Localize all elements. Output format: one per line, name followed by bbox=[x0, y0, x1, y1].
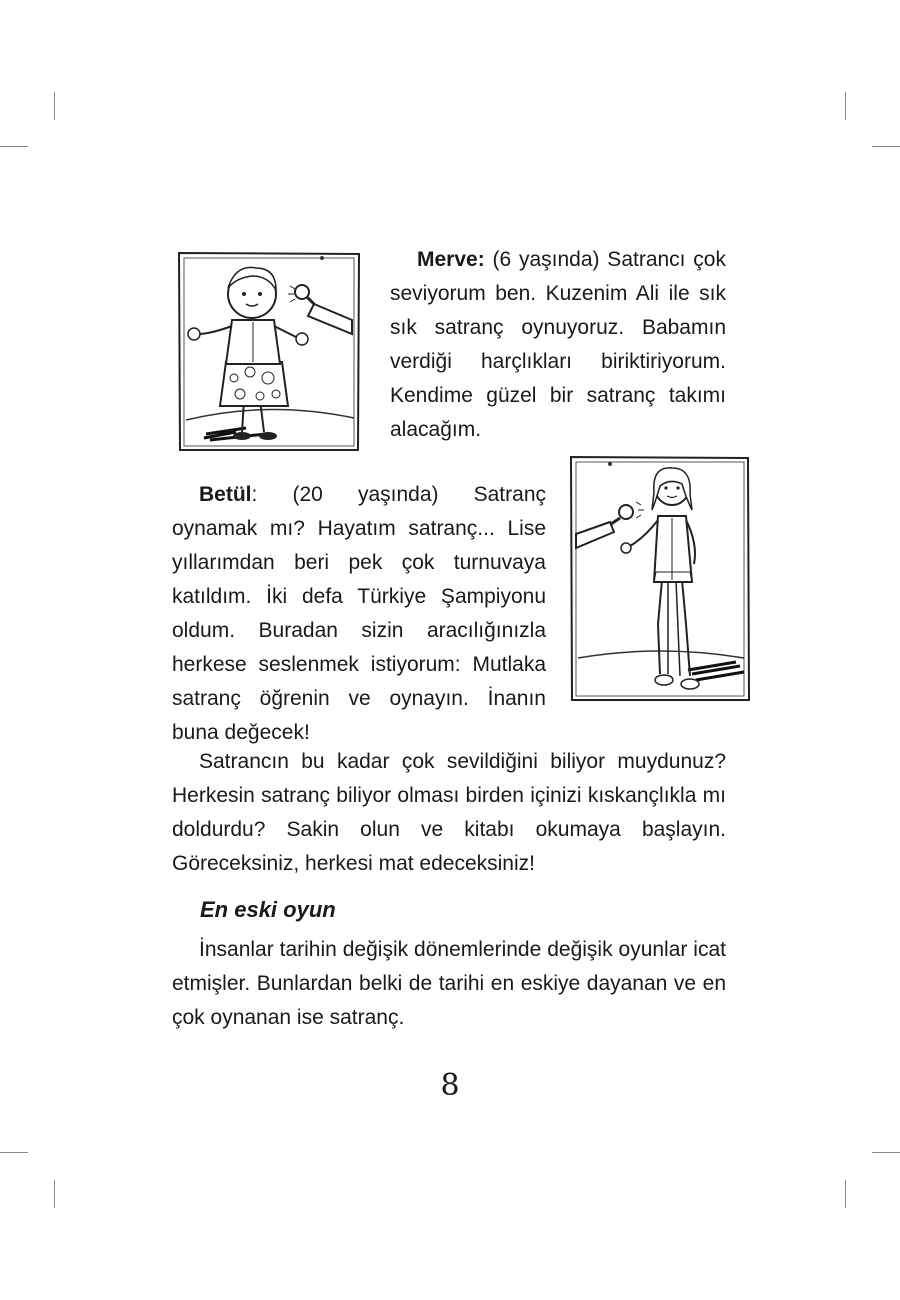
quote-text: : (20 yaşında) Satranç oynamak mı? Hayatım satranç... Lise yıllarımdan beri pek çok turnuvaya katıldım. İki defa Türkiye Şampiyonu oldum. Buradan sizin aracılığınızla herkese seslenmek istiyorum: Mutlaka satranç öğrenin ve oynayın. İnanın buna değecek! bbox=[172, 483, 546, 744]
crop-mark bbox=[845, 1180, 846, 1208]
merve-illustration bbox=[176, 250, 362, 454]
crop-mark bbox=[0, 1152, 28, 1153]
crop-mark bbox=[845, 92, 846, 120]
crop-mark bbox=[872, 146, 900, 147]
crop-mark bbox=[872, 1152, 900, 1153]
speaker-name: Betül bbox=[199, 483, 252, 506]
history-paragraph: İnsanlar tarihin değişik dönemlerinde değişik oyunlar icat etmişler. Bunlardan belki de tarihi en eskiye dayanan ve en çok oynanan ise satranç. bbox=[172, 938, 726, 1029]
crop-mark bbox=[0, 146, 28, 147]
intro-paragraph: Satrancın bu kadar çok sevildiğini biliyor muydunuz? Herkesin satranç biliyor olması birden içinizi kıskançlıkla mı doldurdu? Sakin olun ve kitabı okumaya başlayın. Göreceksiniz, herkesi mat edeceksiniz! bbox=[172, 750, 726, 875]
page-number: 8 bbox=[440, 1068, 460, 1103]
betul-quote bbox=[172, 478, 546, 750]
crop-mark bbox=[54, 92, 55, 120]
merve-quote bbox=[390, 243, 726, 447]
crop-mark bbox=[54, 1180, 55, 1208]
speaker-name: Merve: bbox=[417, 248, 485, 271]
betul-illustration bbox=[568, 454, 752, 704]
quote-text: (6 yaşında) Satrancı çok seviyorum ben. Kuzenim Ali ile sık sık satranç oynuyoruz. Babamın verdiği harçlıkları biriktiriyorum. Kendime güzel bir satranç takımı alacağım. bbox=[390, 248, 726, 441]
section-heading: En eski oyun bbox=[200, 897, 336, 922]
